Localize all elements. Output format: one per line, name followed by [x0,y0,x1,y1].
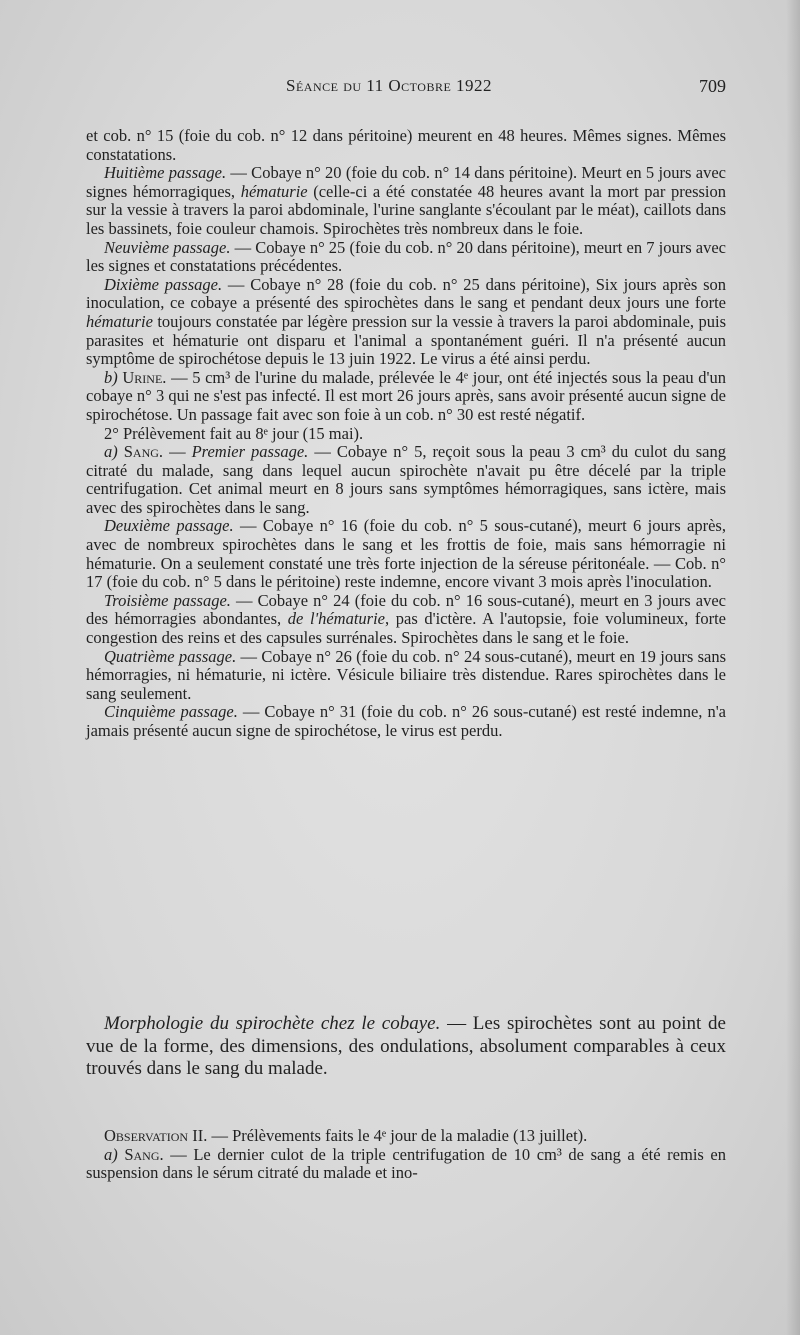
paragraph-troisieme-passage [86,592,726,648]
item-label: a) [104,1144,118,1164]
paragraph-text: — Cobaye n° 5, reçoit sous la peau 3 cm³ du culot du sang citraté du malade, sang dans lequel aucun spirochète n'avait pu être décelé par la triple centrifugation. Cet animal meurt en 8 jours sans symptômes hémorragiques, sans ictère, mais avec des spirochètes dans le sang. [86,442,726,517]
paragraph-deuxieme-passage [86,517,726,591]
paragraph-text: (celle-ci a été constatée 48 heures avant la mort par pression sur la vessie à travers la paroi abdominale, l'urine sanglante s'écoulant par le méat), caillots dans les bassinets, foie couleur chamois. Spirochètes très nombreux dans le foie. [86,181,726,238]
paragraph-text: — Cobaye n° 25 (foie du cob. n° 20 dans péritoine), meurt en 7 jours avec les signes et constatations précédentes. [86,237,726,276]
passage-label: Deuxième passage. [104,516,234,536]
paragraph-prelevement [86,425,726,444]
paragraph-text: — Cobaye n° 26 (foie du cob. n° 24 sous-cutané), meurt en 19 jours sans hémorragies, ni hématurie, ni ictère. Vésicule biliaire très distendue. Rares spirochètes dans le sang seulement. [86,646,726,703]
observation-label: Observation II. [104,1126,208,1145]
observation-sang-paragraph [86,1146,726,1183]
paragraph-text: — Prélèvements faits le 4ᵉ jour de la maladie (13 juillet). [207,1126,588,1145]
morphology-section [86,1013,726,1081]
paragraph-neuvieme-passage [86,239,726,276]
paragraph-text: — Cobaye n° 16 (foie du cob. n° 5 sous-cutané), meurt 6 jours après, avec de nombreux spirochètes dans le sang et les frottis de foie, mais sans hémorragie ni hématurie. On a seulement constaté une très forte injection de la séreuse péritonéale. — Cob. n° 17 (foie du cob. n° 5 dans le péritoine) reste indemne, encore vivant 3 mois après l'inoculation. [86,516,726,592]
paragraph-sang-premier-passage: a) Sang. — Premier passage. — Cobaye n° 5, reçoit sous la peau 3 cm³ du culot du sang citraté du malade, sang dans lequel aucun spirochète n'avait pu être décelé par la triple centrifugation. Cet animal meurt en 8 jours sans symptômes hémorragiques, sans ictère, mais avec des spirochètes dans le sang. [86,442,726,517]
paragraph-text: — Cobaye n° 24 (foie du cob. n° 16 sous-cutané), meurt en 3 jours avec des hémorragies abondantes, [86,590,726,629]
page-edge-shadow [786,0,800,1335]
observation-heading-paragraph [86,1127,726,1146]
observation-section [86,1127,726,1183]
passage-label: Dixième passage. [104,274,223,294]
passage-label: Huitième passage. [104,163,227,183]
emphasis: hématurie [240,181,308,201]
paragraph-cinquieme-passage [86,703,726,740]
paragraph-text: — 5 cm³ de l'urine du malade, prélevée le 4ᵉ jour, ont été injectés sous la peau d'un cobaye n° 3 qui ne s'est pas infecté. Il est mort 26 jours après, sans avoir présenté aucun signe de spirochétose. Un passage fait avec son foie à un cob. n° 30 est resté négatif. [86,367,727,424]
passage-label: Cinquième passage. [104,702,238,722]
item-label: b) [104,367,118,387]
morphology-paragraph [86,1013,726,1081]
smallcaps-heading: Sang. [124,1144,164,1164]
smallcaps-heading: Sang. [123,442,164,462]
emphasis: de l'hématurie [287,609,385,629]
body-text [86,127,726,741]
passage-label: Troisième passage. [104,590,231,610]
paragraph-quatrieme-passage [86,648,726,704]
paragraph-huitieme-passage [86,164,726,238]
paragraph-text: — Cobaye n° 20 (foie du cob. n° 14 dans péritoine). Meurt en 5 jours avec signes hémorragiques, [86,163,726,201]
paragraph-text: — Le dernier culot de la triple centrifugation de 10 cm³ de sang a été remis en suspension dans le sérum citraté du malade et ino- [86,1144,726,1183]
paragraph-text: et cob. n° 15 (foie du cob. n° 12 dans péritoine) meurent en 48 heures. Mêmes signes. Mêmes constatations. [86,126,726,164]
passage-label: Premier passage. [191,442,309,462]
paragraph-urine [86,369,726,425]
smallcaps-heading: Urine. [122,367,167,387]
paragraph-text: , pas d'ictère. A l'autopsie, foie volumineux, forte congestion des reins et des capsules surrénales. Spirochètes dans le sang et le foie. [86,609,726,648]
page-number: 709 [699,76,726,96]
paragraph-text: toujours constatée par légère pression sur la vessie à travers la paroi abdominale, puis parasites et hématurie ont disparu et l'animal a spontanément guéri. Il n'a présenté aucun symptôme de spirochétose depuis le 13 juin 1922. Le virus a été ainsi perdu. [86,311,726,369]
paragraph-continuation [86,127,726,164]
paragraph-text: — Cobaye n° 31 (foie du cob. n° 26 sous-cutané) est resté indemne, n'a jamais présenté aucun signe de spirochétose, le virus est perdu. [86,702,726,740]
section-title: Morphologie du spirochète chez le cobaye. [104,1013,441,1034]
emphasis: hématurie [86,311,153,331]
paragraph-text: — Cobaye n° 28 (foie du cob. n° 25 dans péritoine), Six jours après son inoculation, ce cobaye a présenté des spirochètes dans le sang et pendant deux jours une forte [86,274,726,313]
paragraph-text: 2° Prélèvement fait au 8ᵉ jour (15 mai). [104,423,364,443]
page-header [86,76,726,100]
running-head: Séance du 11 Octobre 1922 [286,76,493,95]
item-label: a) [104,442,118,462]
paragraph-dixieme-passage [86,276,726,369]
passage-label: Neuvième passage. [104,237,231,257]
paragraph-text: — Les spirochètes sont au point de vue de la forme, des dimensions, des ondulations, absolument comparables à ceux trouvés dans le sang du malade. [86,1013,726,1079]
passage-label: Quatrième passage. [104,646,237,666]
